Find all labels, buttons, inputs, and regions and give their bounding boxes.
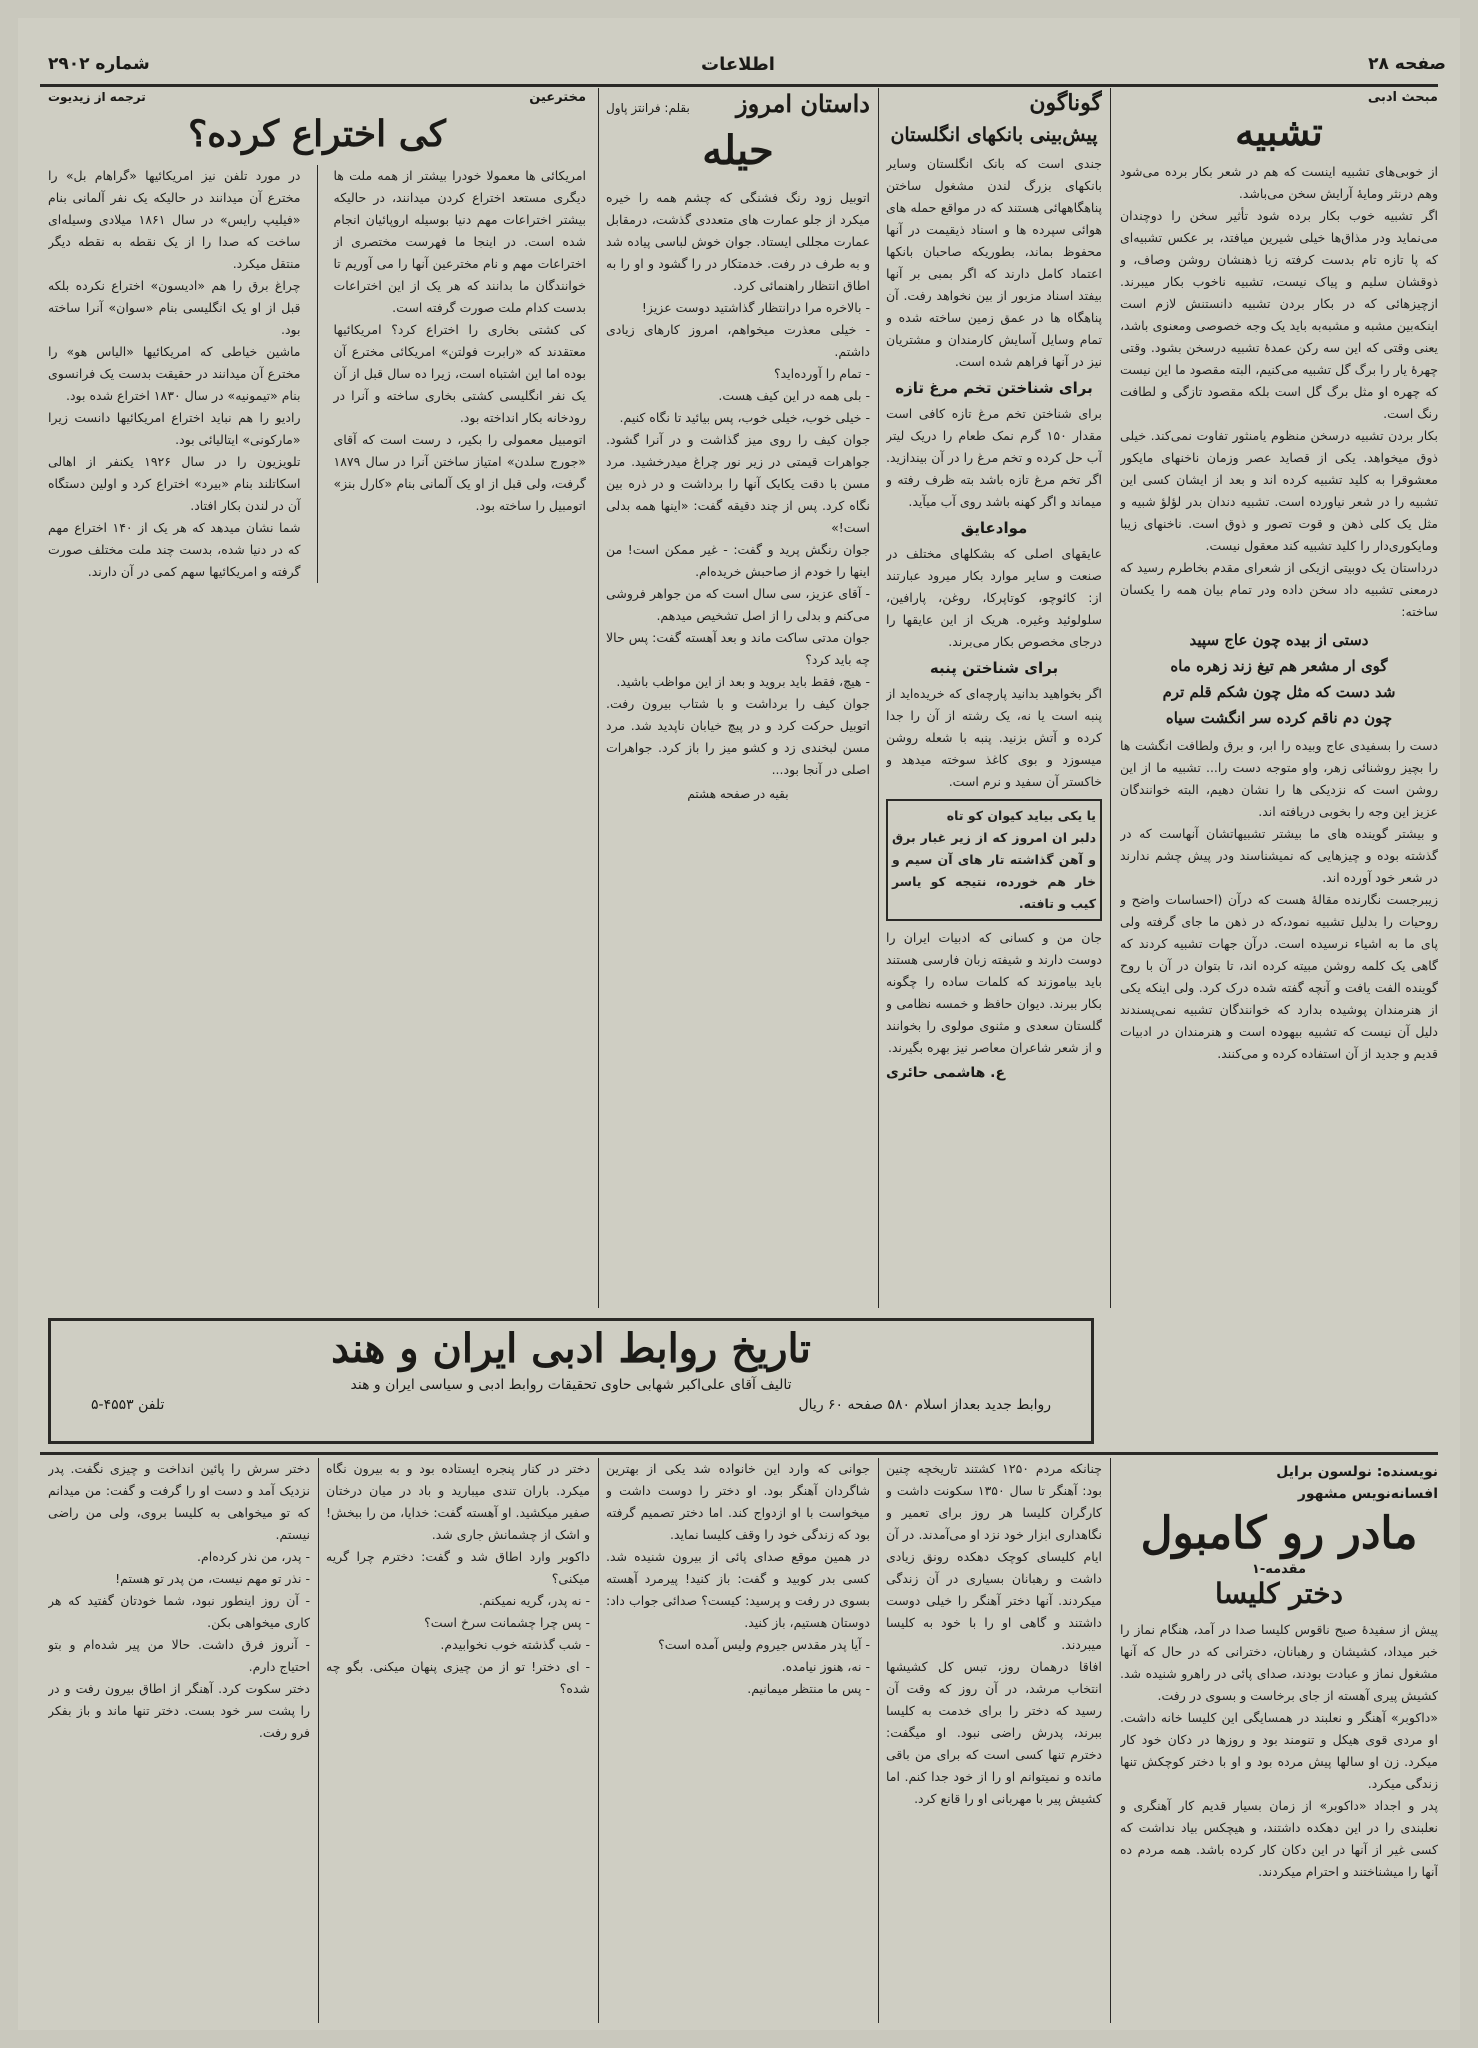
- quoted-verse: دستی از بیده چون عاج سپید گوی ار مشعر هم تیغ زند زهره ماه شد دست که مثل چون شکم قلم ترم چون دم ناقم کرده سر انگشت سیاه: [1162, 630, 1396, 727]
- story-column: [326, 1458, 590, 2023]
- article-subheading: برای شناختن تخم مرغ تازه: [895, 379, 1093, 398]
- article-title: پیش‌بینی بانکهای انگلستان: [890, 124, 1098, 147]
- article-subheading: برای شناختن پنبه: [929, 659, 1059, 678]
- paper-name: اطلاعات: [701, 54, 775, 75]
- column-divider: [598, 1458, 599, 2023]
- column-tashbih: [1120, 90, 1438, 1330]
- story-column: [48, 1458, 310, 2023]
- article-title: تشبیه: [1235, 109, 1323, 154]
- article-paragraph: زیبرجست نگارنده مقالهٔ هست که درآن (احساسات واضح و روحیات را بدلیل تشبیه نمود،که در ذهن ما جای گرفته ولی پای ما به اشیاء نرسیده است. درآن جهات تشبیه کردند که گاهی یک کلمه روشن مبیته کرده اند، تا بتوان در آن با روح گوینده الفت یافت و آنچه گفته شده درک کرد. ولی اینکه یکی از هنرمندان پوشیده بدارد که خوانندگان تشبیه نمی‌پسندند دلیل آن نیست که تشبیه بیهوده است و هنرمندان در ادبیات قدیم و جدید از آن استفاده کرده و می‌کنند.: [1120, 891, 1438, 1061]
- story-paragraph: اتوبیل زود رنگ فشنگی که چشم همه را خیره میکرد از جلو عمارت های متعددی گذشت، درمقابل عمارت مجللی ایستاد. جوان خوش لباسی پیاده شد و به طرف در رفت. خدمتکار در را گشود و او را به اطاق انتظار راهنمائی کرد.: [606, 189, 870, 293]
- article-paragraph: بکار بردن تشبیه درسخن منظوم یامنثور تفاوت نمی‌کند. خیلی ذوق میخواهد. یکی از قصاید عصر وزمان ناخنهای مایکور معشوقرا به کلید تشبیه کرده اند و بعد از ایشان کسی این تشبیه را در شعر نیاورده است. تشبیه دندان بدر لؤلؤ شبیه و مثل یک کلی ذهن و قوت تصور و ذوق است. ناخنهای زیبا ومایکوری‌دار را کلید تشبیه کند معقول نیست.: [1120, 427, 1438, 553]
- book-details: [51, 1393, 1091, 1413]
- book-author-line: تالیف آقای علی‌اکبر شهابی حاوی تحقیقات روابط ادبی و سیاسی ایران و هند: [350, 1377, 792, 1393]
- book-advertisement: [48, 1318, 1094, 1444]
- dastan-header: [606, 90, 870, 119]
- section-label: مخترعین: [529, 90, 586, 105]
- column-ikhtira: [48, 90, 586, 1240]
- story-dialog: - بالاخره مرا درانتظار گذاشتید دوست عزیز! - خیلی معذرت میخواهم، امروز کارهای زیادی داشتم. - تمام را آورده‌اید؟ - بلی همه در این کیف هست. - خیلی خوب، خیلی خوب، پس بیائید تا نگاه کنیم.: [606, 299, 870, 425]
- article-paragraph: دست را بسفیدی عاج وبیده را ابر، و برق ولطافت انگشت ها را بچیز روشنائی زهر، واو متوجه دست را... تشبیه ما از این روشن است که نزدیکی ها را نشان دهیم، البته خوانندگان عزیز این وجه را بخوبی دریافته اند. و بیشتر گوینده های ما بیشتر تشبیهاتشان آنهاست که در گذشته بوده و چیزهایی که نمیشناسند ودر پیش چشم ندارند در شعر خود آورده اند.: [1120, 737, 1438, 885]
- article-paragraph: درداستان یک دوبیتی ازیکی از شعرای مقدم بخاطرم رسید که درمعنی تشبیه داد سخن داده ودر تمام بیان همه را یکسان ساخته:: [1120, 559, 1438, 619]
- serial-paragraph: در همین موقع صدای پائی از بیرون شنیده شد. کسی بدر کوبید و گفت: باز کنید! پیرمرد آهسته بسوی در رفت و پرسید: کیست؟ صدائی جواب داد: دوستان هستیم، باز کنید. - آیا پدر مقدس جیروم ولیس آمده است؟ - نه، هنوز نیامده. - پس ما منتظر میمانیم.: [606, 1549, 870, 1696]
- column-divider: [317, 165, 318, 583]
- article-paragraph: تلویزیون را در سال ۱۹۲۶ یکنفر از اهالی اسکاتلند بنام «بیرد» اختراع کرد و اولین دستگاه آن در لندن بکار افتاد. شما نشان میدهد که هر یک از ۱۴۰ اختراع مهم که در دنیا شده، بدست چند ملت مختلف صورت گرفته و امریکائیها سهم کمی در آن دارند.: [48, 453, 301, 579]
- poem-box: [886, 799, 1102, 921]
- article-title: کی اختراع کرده؟: [188, 113, 446, 155]
- article-paragraph: عایقهای اصلی که بشکلهای مختلف در صنعت و سایر موارد بکار میرود عبارتند از: کائوچو، کوتاپرکا، روغن، پارافین، سلولوئید وغیره. هریک از این عایقها را درجای مخصوص بکار می‌برند.: [886, 546, 1102, 650]
- serial-madar: [1120, 1458, 1438, 2018]
- section-title: گوناگون: [1029, 90, 1102, 116]
- installment-label: مقدمه-۱: [1251, 1562, 1307, 1578]
- serial-paragraph: پیش از سفیدهٔ صبح ناقوس کلیسا صدا در آمد، هنگام نماز را خبر میداد، کشیشان و رهبانان، دخترانی که در حال که آنها مشغول نماز و عبادت بودند، صدای پائی در راهرو شنیده شد. کشیش پیری آهسته از جای برخاست و بسوی در رفت.: [1120, 1621, 1438, 1703]
- article-subheading: موادعایق: [960, 519, 1028, 538]
- continued-note: بقیه در صفحه هشتم: [687, 786, 789, 801]
- story-paragraph: جوان کیف را روی میز گذاشت و در آنرا گشود. جواهرات قیمتی در زیر نور چراغ میدرخشید. مرد مسن با دقت یکایک آنها را برداشت و در ذره بین نگاه کرد. پس از چند دقیقه گفت: «اینها همه بدلی است!»: [606, 431, 870, 535]
- serial-paragraph: چنانکه مردم ۱۲۵۰ کشتند تاریخچه چنین بود: آهنگر تا سال ۱۳۵۰ سکونت داشت و کارگران کلیسا هر روز برای تعمیر و نگاهداری ابزار خود نزد او می‌آمدند. در آن ایام کلیسای کوچک دهکده رونق زیادی داشت و رهبانان بسیاری در آن زندگی میکردند. آنها دختر آهنگر را خیلی دوست داشتند و گاهی او را با خود به کلیسا میبردند.: [886, 1461, 1102, 1652]
- book-phone: تلفن ۴۵۵۳-۵: [91, 1397, 165, 1413]
- serial-paragraph: دختر سرش را پائین انداخت و چیزی نگفت. پدر نزدیک آمد و دست او را گرفت و گفت: من میدانم که تو میخواهی به کلیسا بروی، ولی من راضی نیستم. - پدر، من نذر کرده‌ام. - نذر تو مهم نیست، من پدر تو هستم!: [48, 1461, 310, 1586]
- serial-title: مادر رو کامبول: [1140, 1508, 1418, 1559]
- ikhtira-header: [48, 90, 586, 105]
- article-paragraph: کی کشتی بخاری را اختراع کرد؟ امریکائیها معتقدند که «رابرت فولتن» امریکائی مخترع آن بوده اما این اشتباه است، زیرا ده سال قبل از آن یک نفر انگلیسی کشتی بخاری ساخته و آنرا در رودخانه بکار انداخته بود. اتومبیل معمولی را بکیر، د رست است که آقای «جورج سلدن» امتیاز ساختن آنرا در سال ۱۸۷۹ گرفت، ولی قبل از او یک آلمانی بنام «کارل بنز» اتومبیل را ساخته بود.: [333, 321, 586, 513]
- ikhtira-subcolumn: [48, 165, 301, 583]
- chapter-title: دختر کلیسا: [1215, 1577, 1343, 1611]
- page-number: صفحه ۲۸: [1368, 54, 1446, 74]
- story-column: [886, 1458, 1102, 2023]
- ikhtira-subcolumn: [334, 165, 587, 583]
- column-divider: [1110, 1458, 1111, 2023]
- story-title: حیله: [702, 126, 774, 174]
- ikhtira-columns: [48, 165, 586, 583]
- author-signature: ع. هاشمی حائری: [886, 1065, 1006, 1082]
- author-kicker: افسانه‌نویس مشهور: [1297, 1486, 1438, 1502]
- article-paragraph: امریکائی ها معمولا خودرا بیشتر از همه ملت ها دیگری مستعد اختراع کردن میدانند، در حالیکه بیشتر اختراعات مهم دنیا بوسیله اروپائیان انجام شده است. در اینجا ما فهرست مختصری از اختراعات مهم و نام مخترعین آنها را می آوریم تا خوانندگان ما بدانند که هر یک از این اختراعات بدست کدام ملت صورت گرفته است.: [333, 167, 586, 315]
- serial-paragraph: افاقا درهمان روز، تبس کل کشیشها انتخاب مرشد، در آن روز که وقت آن رسید که دختر را برای خدمت به کلیسا ببرند، پدرش راضی نبود. او میگفت: دخترم تنها کسی است که برای من باقی مانده و نمیتوانم او را از خود جدا کنم. اما کشیش پیر با مهربانی او را قانع کرد.: [886, 1659, 1102, 1806]
- story-paragraph: جوان رنگش پرید و گفت: - غیر ممکن است! من اینها را خودم از صاحبش خریده‌ام. - آقای عزیز، سی سال است که من جواهر فروشی می‌کنم و بدلی را از اصل تشخیص میدهم. جوان مدتی ساکت ماند و بعد آهسته گفت: پس حالا چه باید کرد؟: [606, 541, 870, 667]
- article-paragraph: اگر بخواهید بدانید پارچه‌ای که خریده‌اید از پنبه است یا نه، یک رشته از آن را جدا کرده و آتش بزنید. پنبه با شعله روشن میسوزد و بوی کاغذ سوخته میدهد و خاکستر آن سفید و نرم است.: [886, 686, 1102, 790]
- section-label: مبحث ادبی: [1367, 90, 1438, 105]
- translator-credit: ترجمه از زیدیوت: [48, 90, 146, 104]
- story-column: [606, 1458, 870, 2023]
- poem-text: یا یکی بیاید کیوان کو تاه دلبر ان امروز که از زیر غبار برق و آهن گذاشته تار های آن سیم و خار هم خورده، نتیجه کو یاسر کیب و تافته.: [892, 808, 1096, 912]
- book-price-line: روابط جدید بعداز اسلام ۵۸۰ صفحه ۶۰ ریال: [798, 1397, 1051, 1413]
- section-rule: [40, 1452, 1438, 1455]
- author-byline: بقلم: فرانتز پاول: [606, 101, 690, 115]
- story-paragraph: - هیچ، فقط باید بروید و بعد از این مواظب باشید. جوان کیف را برداشت و با شتاب بیرون رفت. اتوبیل حرکت کرد و در پیچ خیابان ناپدید شد. مرد مسن لبخندی زد و کشو میز را باز کرد. جواهرات اصلی در آنجا بود...: [606, 673, 870, 777]
- column-dastan: [606, 90, 870, 1310]
- section-title: داستان امروز: [736, 90, 870, 118]
- newspaper-page: [18, 18, 1460, 2030]
- article-paragraph: ماشین خیاطی که امریکائیها «الیاس هو» را مخترع آن میدانند در حقیقت بدست یک فرانسوی بنام «تیمونیه» در سال ۱۸۳۰ اختراع شده بود. رادیو را هم نباید اختراع امریکائیها دانست زیرا «مارکونی» ایتالیائی بود.: [48, 343, 301, 447]
- column-divider: [598, 88, 599, 1308]
- masthead-rule: [40, 84, 1438, 87]
- article-paragraph: از خوبی‌های تشبیه اینست که هم در شعر بکار برده می‌شود وهم درنثر ومایهٔ آرایش سخن می‌باشد. اگر تشبیه خوب بکار برده شود تأثیر سخن را دوچندان می‌نماید ودر مذاق‌ها خیلی شیرین میافتد، بر عکس تشبیه‌ای که پا تازه تام بدست کرفته زیا ذهنشان روشن وصاف، و ذوقشان سلیم و پیاک نیست، تشبیه ناخوب بکار میبرند. ازچیزهائی که در بکار بردن تشبیه دانستنش لازم است اینکه‌بین مشبه و مشبه‌به باید یک وجه خصوصی ومعنوی باشد، یعنی وقتی که این سه رکن عمدهٔ تشبیه درسخن بشود. وقتی چهرهٔ یار را برگ گل تشبیه می‌کنیم، البته مقصود ما این نیست که چهره او مثل برگ گل است بلکه مقصود تازگی و لطافت رنگ است.: [1120, 163, 1438, 421]
- article-paragraph: در مورد تلفن نیز امریکائیها «گراهام بل» را مخترع آن میدانند در حالیکه یک نفر آلمانی بنام «فیلیپ رایس» در سال ۱۸۶۱ میلادی وسیله‌ای ساخت که صدا را از یک نقطه به نقطه دیگر منتقل میکرد. چراغ برق را هم «ادیسون» اختراع نکرده بلکه قبل از او یک انگلیسی بنام «سوان» آنرا ساخته بود.: [48, 167, 301, 337]
- book-title: تاریخ روابط ادبی ایران و هند: [331, 1325, 811, 1372]
- column-divider: [878, 1458, 879, 2023]
- author-label: نویسنده: نولسون برایل: [1276, 1464, 1438, 1480]
- serial-paragraph: جوانی که وارد این خانواده شد یکی از بهترین شاگردان آهنگر بود. او دختر را دوست داشت و میخواست با او ازدواج کند. اما دختر تصمیم گرفته بود که زندگی خود را وقف کلیسا نماید.: [606, 1461, 870, 1542]
- serial-paragraph: - نه پدر، گریه نمیکنم. - پس چرا چشمانت سرخ است؟ - شب گذشته خوب نخوابیدم. - ای دختر! تو از من چیزی پنهان میکنی. بگو چه شده؟: [326, 1593, 590, 1696]
- serial-paragraph: - آن روز اینطور نبود، شما خودتان گفتید که هر کاری میخواهی بکن. - آنروز فرق داشت. حالا من پیر شده‌ام و بتو احتیاج دارم. دختر سکوت کرد. آهنگر از اطاق بیرون رفت و در را پشت سر خود بست. دختر تنها ماند و باز بفکر فرو رفت.: [48, 1593, 310, 1740]
- column-divider: [878, 88, 879, 1308]
- column-divider: [318, 1458, 319, 2023]
- article-paragraph: جندی است که بانک انگلستان وسایر بانکهای بزرگ لندن مشغول ساختن پناهگاههائی هستند که در مواقع حمله های هوائی سپرده ها و اسناد ذیقیمت در آنها محفوظ بماند، بطوریکه صاحبان بانکها اعتماد کامل دارند که اگر بمبی بر آنها بیفتد اسناد مزبور از بین نخواهد رفت. آن پناهگاه ها در عمق زمین ساخته شده و تمام وسایل آسایش کارمندان و مشتریان نیز در آنها فراهم شده است.: [886, 156, 1102, 370]
- serial-paragraph: «داکوبر» آهنگر و نعلبند در همسایگی این کلیسا خانه داشت. او مردی قوی هیکل و تنومند بود و روزها در دکان خود کار میکرد. زن او سالها پیش مرده بود و او با دختر کوچکش تنها زندگی میکرد.: [1120, 1709, 1438, 1791]
- column-divider: [1110, 88, 1111, 1308]
- article-paragraph: برای شناختن تخم مرغ تازه کافی است مقدار ۱۵۰ گرم نمک طعام را دریک لیتر آب حل کرده و تخم مرغ را در آن بیندازید. اگر تخم مرغ تازه باشد بته ظرف رفته و میماند و اگر کهنه باشد روی آب میآید.: [886, 406, 1102, 510]
- issue-number: شماره ۲۹۰۲: [48, 54, 150, 74]
- column-gunagun: [886, 90, 1102, 1310]
- article-paragraph: جان من و کسانی که ادبیات ایران را دوست دارند و شیفته زبان فارسی هستند باید بیاموزند که کلمات ساده را چگونه بکار ببرند. دیوان حافظ و خمسه نظامی و گلستان سعدی و مثنوی مولوی را بخوانند و از شعر شاعران معاصر نیز بهره بگیرند.: [886, 930, 1102, 1056]
- serial-paragraph: پدر و اجداد «داکوبر» از زمان بسیار قدیم کار آهنگری و نعلبندی را در این دهکده داشتند، و هیچکس بیاد نداشت که کسی غیر از آنها در این دکان کار کرده باشد. همه مردم ده آنها را میشناختند و احترام میکردند.: [1120, 1797, 1438, 1879]
- serial-paragraph: دختر در کنار پنجره ایستاده بود و به بیرون نگاه میکرد. باران تندی میبارید و باد در میان درختان صفیر میکشید. او آهسته گفت: خدایا، من را ببخش! و اشک از چشمانش جاری شد. داکوبر وارد اطاق شد و گفت: دخترم چرا گریه میکنی؟: [326, 1461, 590, 1586]
